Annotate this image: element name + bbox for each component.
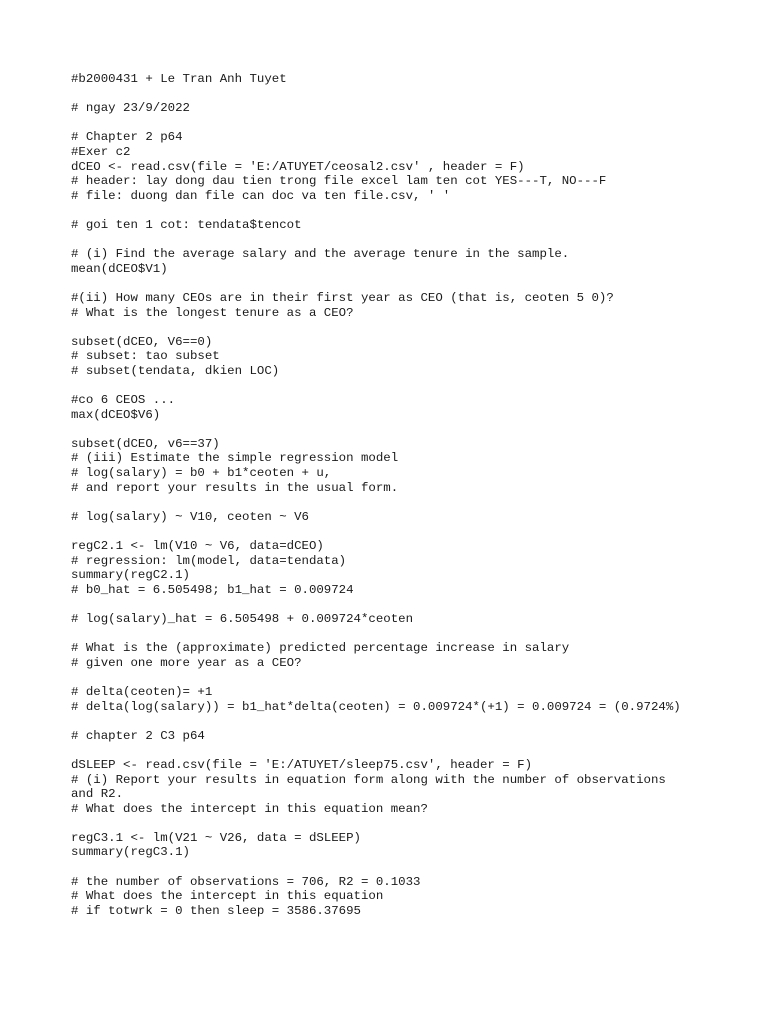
code-line: # Chapter 2 p64: [71, 130, 183, 145]
code-line: # What does the intercept in this equation mean?: [71, 801, 428, 816]
blank-line: [71, 233, 731, 248]
code-line: dCEO <- read.csv(file = 'E:/ATUYET/ceosal2.csv' , header = F): [71, 159, 525, 174]
blank-line: [71, 320, 731, 335]
code-line: # ngay 23/9/2022: [71, 101, 190, 116]
code-line: # header: lay dong dau tien trong file excel lam ten cot YES---T, NO---F: [71, 174, 607, 189]
code-line: # (i) Find the average salary and the average tenure in the sample.: [71, 247, 570, 262]
code-line: subset(dCEO, v6==37): [71, 436, 220, 451]
code-line: max(dCEO$V6): [71, 407, 161, 422]
blank-line: [71, 276, 731, 291]
code-line: #co 6 CEOS ...: [71, 393, 176, 408]
code-line: # regression: lm(model, data=tendata): [71, 553, 347, 568]
code-line: #(ii) How many CEOs are in their first year as CEO (that is, ceoten 5 0)?: [71, 290, 614, 305]
code-line: # the number of observations = 706, R2 = 0.1033: [71, 874, 421, 889]
code-text-block: [71, 72, 731, 918]
code-line: #b2000431 + Le Tran Anh Tuyet: [71, 72, 287, 86]
blank-line: [71, 203, 731, 218]
code-line: summary(regC2.1): [71, 568, 190, 583]
code-line: # What does the intercept in this equation: [71, 889, 384, 904]
code-line: # file: duong dan file can doc va ten file.csv, ' ': [71, 188, 451, 203]
code-line: #Exer c2: [71, 144, 131, 159]
blank-line: [71, 495, 731, 510]
code-line: summary(regC3.1): [71, 845, 190, 860]
blank-line: [71, 524, 731, 539]
code-line: # goi ten 1 cot: tendata$tencot: [71, 217, 302, 232]
code-line: mean(dCEO$V1): [71, 261, 168, 276]
code-line: regC2.1 <- lm(V10 ~ V6, data=dCEO): [71, 539, 324, 553]
blank-line: [71, 714, 731, 729]
code-line: # given one more year as a CEO?: [71, 655, 302, 670]
code-line: # delta(ceoten)= +1: [71, 684, 213, 699]
code-line: # What is the (approximate) predicted percentage increase in salary: [71, 641, 570, 656]
code-line: # (iii) Estimate the simple regression model: [71, 451, 399, 466]
blank-line: [71, 627, 731, 642]
code-line: regC3.1 <- lm(V21 ~ V26, data = dSLEEP): [71, 830, 361, 845]
code-line: # log(salary) ~ V10, ceoten ~ V6: [71, 509, 309, 524]
code-line: # chapter 2 C3 p64: [71, 728, 205, 743]
blank-line: [71, 87, 731, 102]
code-line: # What is the longest tenure as a CEO?: [71, 305, 354, 320]
code-line: # delta(log(salary)) = b1_hat*delta(ceoten) = 0.009724*(+1) = 0.009724 = (0.9724%): [71, 699, 681, 714]
code-line: dSLEEP <- read.csv(file = 'E:/ATUYET/sleep75.csv', header = F): [71, 757, 533, 772]
code-line: # and report your results in the usual form.: [71, 480, 399, 495]
blank-line: [71, 816, 731, 831]
code-line: # subset(tendata, dkien LOC): [71, 363, 280, 378]
blank-line: [71, 597, 731, 612]
blank-line: [71, 378, 731, 393]
blank-line: [71, 743, 731, 758]
code-line: # if totwrk = 0 then sleep = 3586.37695: [71, 903, 361, 918]
code-line: # (i) Report your results in equation form along with the number of observations: [71, 772, 666, 787]
code-line: # log(salary) = b0 + b1*ceoten + u,: [71, 466, 332, 481]
blank-line: [71, 670, 731, 685]
blank-line: [71, 116, 731, 131]
code-line: # b0_hat = 6.505498; b1_hat = 0.009724: [71, 582, 354, 597]
blank-line: [71, 860, 731, 875]
blank-line: [71, 422, 731, 437]
code-line: and R2.: [71, 787, 124, 802]
code-line: subset(dCEO, V6==0): [71, 334, 213, 349]
code-line: # subset: tao subset: [71, 349, 220, 364]
code-line: # log(salary)_hat = 6.505498 + 0.009724*ceoten: [71, 611, 414, 626]
